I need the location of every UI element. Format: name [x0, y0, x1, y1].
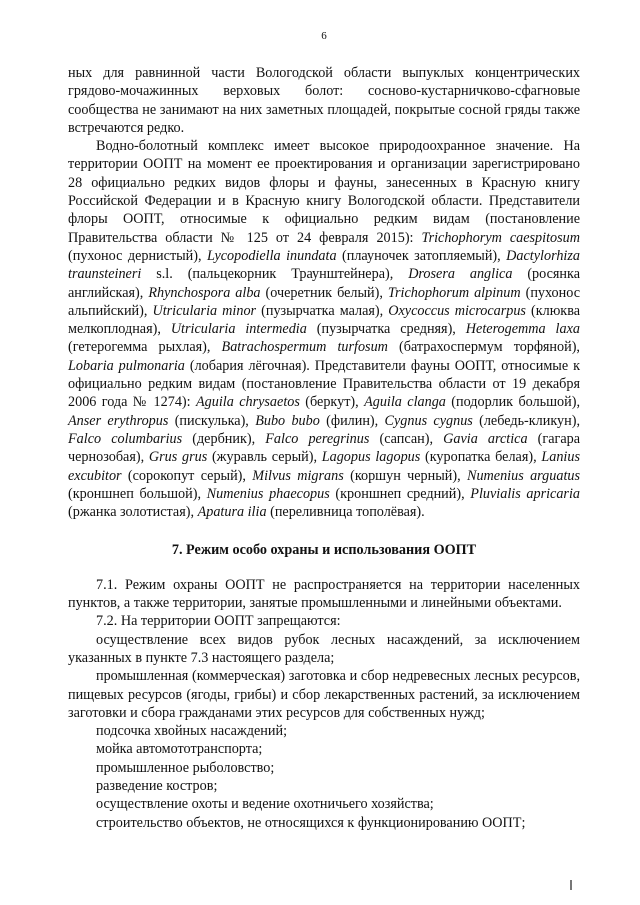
species-name: Falco columbarius	[68, 430, 183, 447]
section-title: 7. Режим особо охраны и использования ООПТ	[171, 542, 477, 559]
species-name: Rhynchospora alba	[148, 284, 261, 301]
prohibition-item: осуществление охоты и ведение охотничьего хозяйства;	[96, 796, 434, 813]
prohibition-item: промышленное рыболовство;	[96, 759, 275, 776]
species-name: Milvus migrans	[252, 467, 344, 484]
species-name: Numenius phaecopus	[206, 485, 330, 502]
species-name: Oxycoccus microcarpus	[388, 302, 526, 319]
species-name: Drosera anglica	[408, 266, 513, 283]
paragraph-7-1: 7.1. Режим охраны ООПТ не распространяется на территории населенных пунктов, а также территории, занятые промышленными и линейными объектами.	[68, 576, 580, 612]
prohibition-item: строительство объектов, не относящихся к функционированию ООПТ;	[96, 814, 526, 831]
paragraph-bog-description: ных для равнинной части Вологодской области выпуклых концентрических грядово-мочажинных верховых болот: сосново-кустарничково-сфагновые сообщества не занимают на них заметных площадей, покрытые сосной гряды также встречаются редко.	[68, 65, 580, 136]
document-body	[68, 64, 580, 832]
species-name: Dactylorhiza traunsteineri	[68, 247, 580, 283]
species-name: Lobaria pulmonaria	[68, 357, 185, 374]
species-name: Grus grus	[148, 449, 208, 466]
scan-edge-mark	[570, 880, 572, 890]
species-name: Bubo bubo	[255, 412, 320, 429]
species-name: Anser erythropus	[68, 412, 169, 429]
prohibition-item: подсочка хвойных насаждений;	[96, 723, 288, 740]
species-name: Lanius excubitor	[68, 449, 580, 484]
paragraph-conservation-value: Водно-болотный комплекс имеет высокое природоохранное значение. На территории ООПТ на момент ее проектирования и организации зарегистрировано 28 официально редких видов флоры и фауны, занесенных в Красную книгу Российской Федерации и в Красную книгу Вологодской области. Представители флоры ООПТ, относимые к официально редким видам (постановление Правительства области № 125 от 24 февраля 2015): Trichophorym caespitosum (пухонос дернистый), Lycopodiella inundata (плауночек затопляемый), Dactylorhiza traunsteineri s.l. (пальцекорник Траунштейнера), Drosera anglica (росянка английская), Rhynchospora alba (очеретник белый), Trichophorum alpinum (пухонос альпийский), Utricularia minor (пузырчатка малая), Oxycoccus microcarpus (клюква мелкоплодная), Utricularia intermedia (пузырчатка средняя), Heterogemma laxa (гетерогемма рыхлая), Batrachospermum turfosum (батрахоспермум торфяной), Lobaria pulmonaria (лобария лёгочная). Представители фауны ООПТ, относимые к официально редким видам (постановление Правительства области от 19 декабря 2006 года № 1274): Aguila chrysaetos (беркут), Aguila clanga (подорлик большой), Anser erythropus (пискулька), Bubo bubo (филин), Cygnus cygnus (лебедь-кликун), Falco columbarius (дербник), Falco peregrinus (сапсан), Gavia arctica (гагара чернозобая), Grus grus (журавль серый), Lagopus lagopus (куропатка белая), Lanius excubitor (сорокопут серый), Milvus migrans (коршун черный), Numenius arguatus (кроншнеп большой), Numenius phaecopus (кроншнеп средний), Pluvialis apricaria (ржанка золотистая), Apatura ilia (переливница тополёвая).	[68, 138, 581, 521]
species-name: Falco peregrinus	[265, 430, 370, 447]
species-name: Numenius arguatus	[466, 467, 580, 484]
species-name: Apatura ilia	[197, 504, 267, 521]
species-name: Utricularia intermedia	[170, 321, 307, 338]
species-name: Batrachospermum turfosum	[221, 339, 388, 356]
species-name: Trichophorym caespitosum	[421, 229, 580, 246]
page-number: 6	[321, 30, 327, 42]
species-name: Lycopodiella inundata	[207, 247, 337, 264]
species-name: Gavia arctica	[443, 430, 528, 447]
prohibition-item: промышленная (коммерческая) заготовка и сбор недревесных лесных ресурсов, пищевых ресурсов (ягоды, грибы) и сбор лекарственных растений, за исключением заготовки и сбора гражданами этих ресурсов для собственных нужд;	[68, 668, 580, 721]
species-name: Heterogemma laxa	[465, 321, 580, 338]
species-name: Pluvialis apricaria	[470, 485, 580, 502]
species-name: Trichophorum alpinum	[387, 284, 521, 301]
prohibition-item: осуществление всех видов рубок лесных насаждений, за исключением указанных в пункте 7.3 настоящего раздела;	[68, 631, 580, 666]
paragraph-7-2: 7.2. На территории ООПТ запрещаются:	[96, 613, 341, 630]
species-name: Aguila clanga	[364, 394, 446, 411]
prohibition-item: разведение костров;	[96, 777, 218, 794]
species-name: Utricularia minor	[152, 302, 257, 319]
species-name: Lagopus lagopus	[321, 449, 421, 466]
species-name: Aguila chrysaetos	[195, 394, 300, 411]
prohibition-item: мойка автомототранспорта;	[96, 741, 263, 758]
species-name: Cygnus cygnus	[384, 412, 473, 429]
